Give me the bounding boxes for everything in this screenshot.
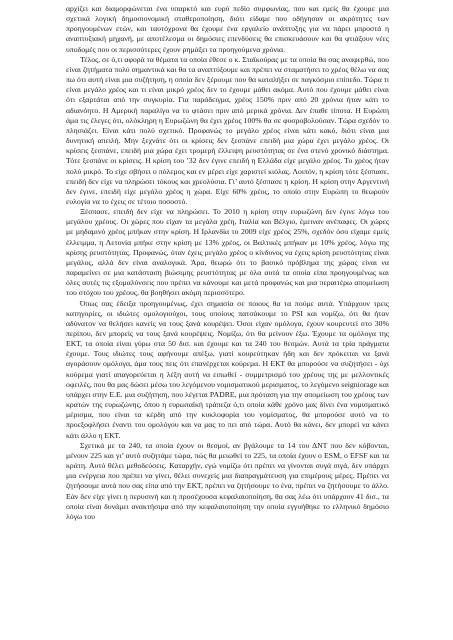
body-paragraph-2: Τέλος, σε ό,τι αφορά τα θέματα τα οποία έθεσε ο κ. Σταϊκούρας με τα οποία θα σας αναφερθώ, που είναι ζητήματα πολύ σημαντικά και θα τα αναπτύξουμε και πρέπει να σταματήσει το χρέος θέλω να σας πω ότι αυτή είναι μια συζήτηση, η οποία δεν ξέρουμε που θα καταλήξει σε παγκόσμιο επίπεδο. Τώρα τι είναι μεγάλο χρέος και τι είναι μικρό χρέος δεν το έχουμε μάθει ακόμα. Αυτό που έχουμε μάθει είναι ότι εξαρτάται από την συγκυρία. Για παράδειγμα, χρέος 150% πριν από 20 χρόνια ήταν κάτι το αδιανόητο. Η Αμερική παραλίγο να το φτάσει πριν από μερικά χρόνια. Δεν έπαθε τίποτα. Η Ευρώπη άμα τις έλεγες ότι, ολόκληρη η Ευρωζώνη θα έχει χρέος 100% θα σε φυσροβολούσαν. Τώρα σχεδόν το πλησιάζει. Είναι κάτι πολύ σχετικό. Προφανώς το μεγάλο χρέος είναι κάτι κακό, διότι είναι μια δυνητική απειλή. Μην ξεχνάτε ότι οι κρίσεις δεν ξεσπάνε επειδή μια χώρα έχει μεγάλο χρέος. Οι κρίσεις ξεσπάνε, επειδή μια χώρα έχει τρομερή έλλειψη ρευστότητας σε ένα στενό χρονικό διάστημα. Τότε ξεσπάνε οι κρίσεις. Η κρίση του ’32 δεν έγινε επειδή η Ελλάδα είχε μεγάλο χρέος. Το χρέος ήταν πολύ μικρό. Το είχε σβήσει ο πόλεμος και εν μέρει είχε χαριστεί κιόλας. Λοιπόν, η κρίση τότε ξέσπασε, επειδή δεν είχε να πληρώσει τόκους και χρεολύσια. Γι’ αυτό ξέσπασε η κρίση. Η κρίση στην Αργεντινή δεν έγινε, επειδή είχε μεγάλο χρέος η χώρα. Είχε 60% χρέος, το οποίο στην Ευρώπη το θεωρούν ευλογία να το έχεις σε τέτοιο ποσοστό. bbox=[66, 54, 389, 206]
body-paragraph-1: αρχίζει και διαμορφώνεται ένα υπαρκτό και ευρύ πεδίο συμφωνίας, που και εμείς θα έχουμε μια σχετικά λογική δημοσιονομική σταθεροποίηση, διότι είδαμε που οδήγησαν οι ακρότητες των προηγουμένων ετών, και ταυτόχρονα θα έχουμε ένα εργαλείο ανάπτυξης για να πάρει μπροστά η αναπτυξιακή μηχανή, με αποτέλεσμα οι δημόσιες επενδύσεις θα επισκευάσουν και θα φτιάξουν νέες υποδομές που οι περισσότερες έχουν ρημάξει τα προηγούμενα χρόνια. bbox=[66, 4, 389, 54]
body-paragraph-3: Ξέσπασε, επειδή δεν είχε να πληρώσει. Το 2010 η κρίση στην ευρωζώνη δεν έγινε λόγω του μεγάλου χρέους. Οι χώρες που είχαν τα μεγάλα χρέη, Ιταλία και Βέλγιο, έμειναν ανέπαφες. Οι χώρες με μηδαμινό χρέος μπήκαν στην κρίση. Η Ιρλανδία το 2009 είχε χρέος 25%, σχεδόν όσο είχαμε εμείς έλλειμμα, η Λετονία μπήκε στην κρίση με 13% χρέος, οι Βαλτικές μπήκαν με 10% χρέος, λόγω της κρίσης ρευστότητας. Προφανώς, όταν έχεις μεγάλο χρέος ο κίνδυνος να έχεις κρίση ρευστότητας είναι μεγάλος, αλλά δεν είναι αναλογικά. Άρα, θεωρώ ότι το βασικό πρόβλημα της χώρας είναι να παραμείνει σε μια κατάσταση βιώσιμης ρευστότητας με όλα αυτά τα οποία είπα προηγουμένως και όλες αυτές τις εξομαλύνσεις που πρέπει να κάνουμε και μετά προφανώς και μια περαιτέρω απομείωση του στόχου του χρέους, θα βοηθήσει ακόμη περισσότερο. bbox=[66, 207, 389, 298]
body-paragraph-5: Σχετικά με τα 240, τα οποία έχουν οι θεσμοί, αν βγάλουμε τα 14 του ΔΝΤ που δεν κόβονται, μένουν 225 και γι’ αυτό συζητάμε τώρα, πώς θα μειωθεί το 225, τα οποία έχουν ο ESM, ο EFSF και τα κράτη. Αυτό θέλει μεθοδεύσεις. Καταρχήν, εγώ νομίζω ότι πρέπει να γίνονται συγά σιγά, δεν υπάρχει μια ενέργεια που πρέπει να γίνει, θέλει συνεχείς μια διαπραγμάτευση για επιμέρους μέρες. Πρέπει να ζητήσουμε αυτά που σας είπα από την ΕΚΤ, πρέπει να ζητήσουμε το ένα, πρέπει να ζητήσουμε το άλλο. Εάν δεν είχε γίνει η περυσινή και η προσέχουσα κεφαλαιοποίηση, θα σας λέω ότι υπάρχουν 41 δισ., τα οποία είναι δυνάμει ανακτήσιμα από την κεφαλαιοποίηση την οποία εγγυήθηκε το ελληνικό δημόσιο λόγω του bbox=[66, 440, 389, 521]
body-paragraph-4: Όπως σας έδειξα προηγουμένως, έχει σημασία σε ποιους θα τα πούμε αυτά. Υπάρχουν τρεις κατηγορίες, οι ιδιώτες ομολογιούχοι, τους οποίους πατσάκουμε το PSI και νομίζω, ότι θα ήταν αδύνατον να θελήσει κανείς να τους ξανά κουρέψει. Όσοι είχαν ομόλογα, έχουν κουρευτεί στο 30% περίπου, δεν μπορείς να τους ξανά κουρέψεις. Νομίζω, ότι θα μείνουν έξω. Έχουμε τα ομόλογα της ΕΚΤ, τα οποία είναι γύρω στα 50 δισ. και έχουμε και τα 240 του θεσμών. Αυτά τα τρία πράγματα έχουμε. Τους ιδιώτες τους αφήνουμε απέξω, γιατί κουρεύτηκαν ήδη και δεν πρόκειται να ξανά αγοράσουν ομόλογα, άμα τους πεις ότι επανέρχεται κούρεμα. Η ΕΚΤ θα μπορούσε να συζητήσει - όχι κούρεμα γιατί απαγορεύεται η λέξη αυτή να ειπωθεί - συμμετρισμό του χρέους της με μελλοντικές οφειλές, που θα μας δώσει μέσω του λεγόμενου νομισματικού μερισματος, το λεγόμενο seigniorage και υπάρχει στην Ε.Ε. μια συζήτηση, που λέγεται PADRE, μια πρόταση για την απομείωση του χρέους των κρατών της ευρωζώνης, όπου η ευρωπαϊκή τράπεζα ό,τι οποία κάθε χρόνο μας δίνει ένα νομισματικό μέρισμα, που είναι τα κέρδη από την κυκλοφορία του νομίσματος, θα μπορούσε αυτό να το προεξοφλήσει έναντι του ομολόγου και να μας το πει από τώρα. Αυτό θα κάνει, δεν μπορεί να κάνει κάτι άλλο η ΕΚΤ. bbox=[66, 298, 389, 440]
